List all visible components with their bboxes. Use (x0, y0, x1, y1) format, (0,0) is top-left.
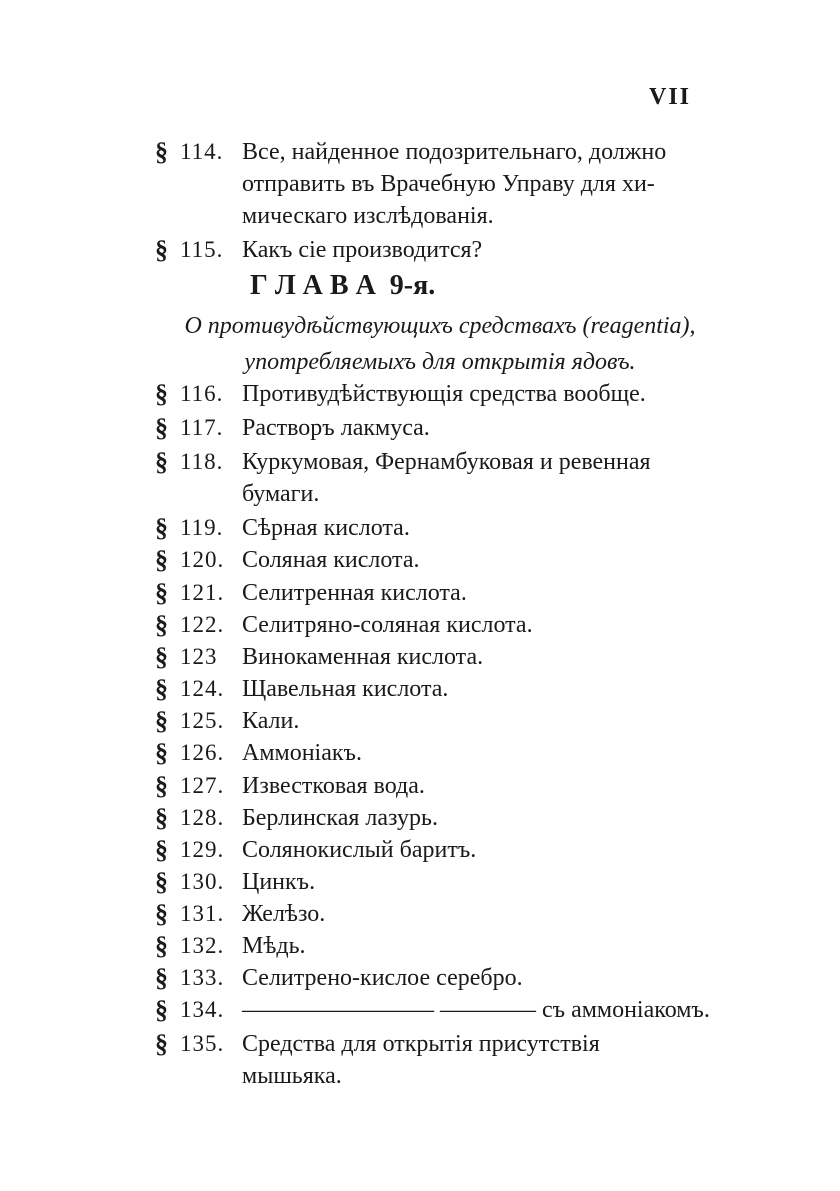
entry-text (242, 770, 722, 802)
entry-number: 134. (180, 997, 225, 1022)
entry-text (242, 737, 722, 769)
entry-line: ———————— ———— съ аммоніакомъ. (242, 997, 710, 1023)
entry-line: Винокаменная кислота. (242, 644, 484, 670)
entry-text (242, 412, 722, 444)
entry-text (242, 834, 722, 866)
entry-line: мышьяка. (242, 1063, 342, 1089)
section-sign: § (155, 867, 168, 896)
entry-text (242, 609, 722, 641)
entry-number: 122. (180, 612, 225, 637)
section-sign: § (155, 963, 168, 992)
entry-text (242, 994, 722, 1026)
section-sign: § (155, 513, 168, 542)
entry-number: 131. (180, 901, 225, 926)
chapter-heading: Г Л А В А 9-я. (250, 270, 436, 301)
entry-line: Селитренная кислота. (242, 580, 467, 606)
section-sign: § (155, 835, 168, 864)
section-sign: § (155, 674, 168, 703)
entry-text (242, 136, 722, 232)
entry-number: 118. (180, 449, 224, 474)
entry-text (242, 802, 722, 834)
section-sign: § (155, 771, 168, 800)
entry-line: Средства для открытія присутствія (242, 1031, 600, 1057)
entry-line: Солянокислый баритъ. (242, 837, 477, 863)
entry-number: 123 (180, 644, 218, 669)
entry-text (242, 930, 722, 962)
entry-number: 126. (180, 740, 225, 765)
section-sign: § (155, 413, 168, 442)
entry-number: 130. (180, 869, 225, 894)
entry-number: 125. (180, 708, 225, 733)
entry-line: Щавельная кислота. (242, 676, 449, 702)
section-sign: § (155, 899, 168, 928)
entry-number: 117. (180, 415, 224, 440)
section-sign: § (155, 379, 168, 408)
entry-line: Куркумовая, Фернамбуковая и ревенная (242, 449, 651, 475)
section-sign: § (155, 706, 168, 735)
entry-text (242, 544, 722, 576)
entry-text (242, 866, 722, 898)
entry-number: 132. (180, 933, 225, 958)
section-sign: § (155, 995, 168, 1024)
entry-text (242, 234, 722, 266)
entry-number: 133. (180, 965, 225, 990)
chapter-subtitle-line-2: употребляемыхъ для открытія ядовъ. (244, 349, 636, 375)
section-sign: § (155, 545, 168, 574)
entry-line: Селитряно-соляная кислота. (242, 612, 533, 638)
entry-text (242, 1028, 722, 1092)
entry-line: Кали. (242, 708, 300, 734)
entry-number: 127. (180, 773, 225, 798)
entry-number: 114. (180, 139, 224, 164)
entry-line: Мѣдь. (242, 933, 306, 959)
section-sign: § (155, 578, 168, 607)
section-sign: § (155, 738, 168, 767)
entry-line: бумаги. (242, 481, 320, 507)
entry-line: Селитрено-кислое серебро. (242, 965, 523, 991)
entry-line: Сѣрная кислота. (242, 515, 410, 541)
entry-number: 128. (180, 805, 225, 830)
entry-text (242, 512, 722, 544)
entry-number: 116. (180, 381, 224, 406)
entry-text (242, 673, 722, 705)
entry-line: Известковая вода. (242, 773, 425, 799)
entry-line: отправить въ Врачебную Управу для хи- (242, 171, 655, 197)
entry-number: 115. (180, 237, 224, 262)
entry-text (242, 898, 722, 930)
entry-number: 135. (180, 1031, 225, 1056)
entry-text (242, 641, 722, 673)
chapter-subtitle-line-1: О противудѣйствующихъ средствахъ (reagentia), (184, 313, 696, 339)
entry-number: 121. (180, 580, 225, 605)
entry-text (242, 577, 722, 609)
section-sign: § (155, 610, 168, 639)
section-sign: § (155, 447, 168, 476)
entry-line: Все, найденное подозрительнаго, должно (242, 139, 667, 165)
section-sign: § (155, 642, 168, 671)
entry-number: 120. (180, 547, 225, 572)
section-sign: § (155, 1029, 168, 1058)
entry-line: мическаго изслѣдованія. (242, 203, 494, 229)
entry-line: Желѣзо. (242, 901, 326, 927)
section-sign: § (155, 235, 168, 264)
entry-text (242, 705, 722, 737)
section-sign: § (155, 931, 168, 960)
page-number: VII (649, 84, 692, 110)
entry-line: Какъ сіе производится? (242, 237, 483, 263)
entry-line: Растворъ лакмуса. (242, 415, 430, 441)
entry-number: 129. (180, 837, 225, 862)
entry-text (242, 446, 722, 510)
section-sign: § (155, 137, 168, 166)
entry-number: 119. (180, 515, 224, 540)
entry-line: Аммоніакъ. (242, 740, 362, 766)
entry-line: Берлинская лазурь. (242, 805, 438, 831)
entry-line: Соляная кислота. (242, 547, 420, 573)
entry-number: 124. (180, 676, 225, 701)
section-sign: § (155, 803, 168, 832)
entry-line: Цинкъ. (242, 869, 316, 895)
entry-text (242, 962, 722, 994)
entry-text (242, 378, 722, 410)
entry-line: Противудѣйствующія средства вообще. (242, 381, 646, 407)
